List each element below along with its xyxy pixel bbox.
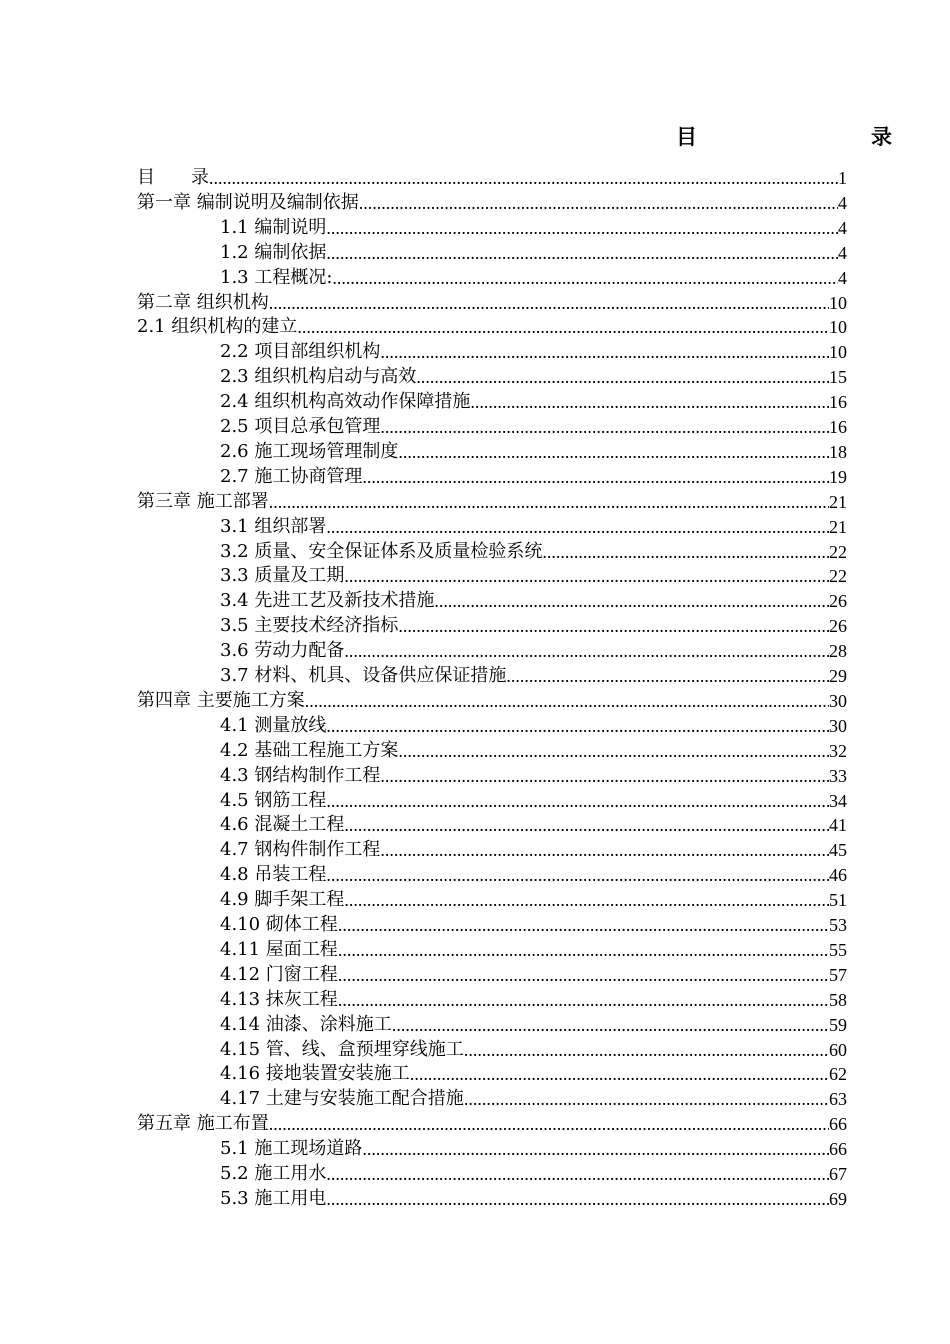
toc-dot-leader — [338, 914, 829, 936]
toc-page-number: 1 — [838, 168, 847, 188]
toc-page-number: 10 — [829, 342, 847, 363]
toc-dot-leader — [338, 964, 829, 986]
toc-entry-label: 4.14 油漆、涂料施工 — [220, 1013, 392, 1035]
toc-page-number: 4 — [838, 242, 847, 263]
toc-page-number: 26 — [829, 616, 847, 637]
toc-dot-leader — [506, 665, 829, 687]
toc-entry-label: 4.9 脚手架工程 — [220, 889, 345, 911]
toc-entry-label: 1.2 编制依据 — [220, 241, 327, 263]
toc-page-number: 51 — [829, 890, 847, 911]
toc-page-number: 15 — [829, 367, 847, 388]
toc-entry-label: 5.3 施工用电 — [220, 1187, 327, 1209]
toc-entry-label: 2.7 施工协商管理 — [220, 465, 363, 487]
toc-dot-leader — [398, 740, 829, 762]
toc-page-number: 53 — [829, 915, 847, 935]
toc-chapter-entry[interactable] — [137, 313, 847, 338]
toc-page-number: 63 — [829, 1089, 847, 1110]
toc-dot-leader — [380, 416, 829, 438]
toc-page-number: 21 — [829, 491, 847, 512]
toc-section-entry[interactable] — [220, 811, 847, 836]
toc-page-number: 22 — [829, 541, 847, 562]
toc-page-number: 58 — [829, 989, 847, 1010]
toc-section-entry[interactable] — [220, 936, 847, 961]
toc-section-entry[interactable] — [220, 1160, 847, 1185]
toc-entry-label: 3.3 质量及工期 — [220, 565, 345, 587]
toc-section-entry[interactable] — [220, 1085, 847, 1110]
toc-page-number: 62 — [829, 1064, 847, 1085]
toc-entry-label: 2.6 施工现场管理制度 — [220, 440, 399, 462]
toc-entry-label: 第四章 主要施工方案 — [137, 689, 305, 711]
toc-section-entry[interactable] — [220, 388, 847, 413]
toc-entry-label: 2.2 项目部组织机构 — [220, 341, 381, 363]
toc-entry-label: 目 录 — [137, 167, 209, 188]
toc-page-number: 10 — [829, 317, 847, 338]
toc-entry-label: 3.4 先进工艺及新技术措施 — [220, 590, 435, 612]
toc-page-number: 57 — [829, 964, 847, 985]
toc-entry-label: 2.3 组织机构启动与高效 — [220, 366, 417, 388]
toc-section-entry[interactable] — [220, 338, 847, 363]
toc-dot-leader — [470, 391, 829, 413]
toc-page-number: 4 — [838, 267, 847, 288]
toc-title: 目 录 — [676, 125, 936, 149]
toc-section-entry[interactable] — [220, 1036, 847, 1061]
toc-entry-label: 4.7 钢构件制作工程 — [220, 839, 381, 861]
toc-entry-label: 4.1 测量放线 — [220, 714, 327, 736]
toc-entry-label: 4.16 接地装置安装施工 — [220, 1063, 410, 1085]
toc-page-number: 26 — [829, 591, 847, 612]
toc-section-entry[interactable] — [220, 513, 847, 538]
toc-page-number: 66 — [829, 1139, 847, 1160]
toc-entry-label: 3.5 主要技术经济指标 — [220, 615, 399, 637]
toc-dot-leader — [392, 1014, 829, 1036]
toc-entry-label: 第三章 施工部署 — [137, 490, 269, 512]
toc-dot-leader — [542, 541, 829, 563]
toc-section-entry[interactable] — [220, 961, 847, 986]
toc-dot-leader — [362, 1138, 829, 1160]
toc-entry-label: 3.1 组织部署 — [220, 515, 327, 537]
toc-chapter-entry[interactable] — [137, 189, 847, 214]
toc-page-number: 34 — [829, 790, 847, 811]
toc-page-number: 33 — [829, 765, 847, 786]
toc-entry-label: 4.11 屋面工程 — [220, 938, 338, 960]
toc-page-number: 60 — [829, 1039, 847, 1060]
toc-dot-leader — [297, 316, 829, 338]
toc-page-number: 69 — [829, 1188, 847, 1209]
toc-entry-label: 2.1 组织机构的建立 — [137, 316, 298, 338]
toc-dot-leader — [305, 690, 829, 712]
toc-dot-leader — [380, 341, 829, 363]
toc-page-number: 4 — [838, 192, 847, 213]
toc-section-entry[interactable] — [220, 1060, 847, 1085]
toc-entry-label: 4.6 混凝土工程 — [220, 814, 345, 836]
toc-dot-leader — [326, 217, 838, 239]
toc-section-entry[interactable] — [220, 239, 847, 264]
toc-dot-leader — [269, 491, 829, 513]
toc-dot-leader — [380, 765, 829, 787]
toc-page-number: 67 — [829, 1164, 847, 1184]
toc-entry-label: 5.2 施工用水 — [220, 1163, 327, 1184]
toc-chapter-entry[interactable] — [137, 1110, 847, 1135]
toc-section-entry[interactable] — [220, 463, 847, 488]
toc-section-entry[interactable] — [220, 737, 847, 762]
toc-section-entry[interactable] — [220, 562, 847, 587]
toc-entry-label: 5.1 施工现场道路 — [220, 1138, 363, 1160]
toc-dot-leader — [338, 939, 829, 961]
toc-section-entry[interactable] — [220, 911, 847, 936]
toc-entry-label: 4.5 钢筋工程 — [220, 789, 327, 811]
toc-section-entry[interactable] — [220, 413, 847, 438]
toc-page-number: 66 — [829, 1114, 847, 1135]
toc-page-number: 16 — [829, 417, 847, 437]
toc-section-entry[interactable] — [220, 1135, 847, 1160]
toc-section-entry[interactable] — [220, 612, 847, 637]
toc-section-entry[interactable] — [220, 1185, 847, 1210]
toc-dot-leader — [269, 1113, 829, 1135]
toc-section-entry[interactable] — [220, 662, 847, 687]
toc-page-number: 32 — [829, 740, 847, 761]
toc-dot-leader — [398, 441, 829, 463]
toc-dot-leader — [326, 715, 829, 737]
toc-entry-label: 第五章 施工布置 — [137, 1113, 269, 1135]
toc-entry-label: 3.7 材料、机具、设备供应保证措施 — [220, 665, 507, 686]
toc-chapter-entry[interactable] — [137, 289, 847, 314]
toc-entry-label: 2.4 组织机构高效动作保障措施 — [220, 391, 471, 413]
toc-chapter-entry[interactable] — [137, 687, 847, 712]
toc-dot-leader — [344, 814, 829, 836]
toc-dot-leader — [344, 565, 829, 587]
toc-entry-label: 1.1 编制说明 — [220, 216, 327, 238]
toc-dot-leader — [434, 590, 829, 612]
toc-page-number: 21 — [829, 516, 847, 537]
toc-section-entry[interactable] — [220, 762, 847, 787]
toc-dot-leader — [359, 192, 838, 214]
toc-entry-label: 4.13 抹灰工程 — [220, 988, 338, 1010]
toc-dot-leader — [380, 839, 829, 861]
toc-entry-label: 4.3 钢结构制作工程 — [220, 764, 381, 786]
toc-page-number: 45 — [829, 840, 847, 861]
toc-page-number: 28 — [829, 641, 847, 662]
toc-page-number: 30 — [829, 715, 847, 736]
toc-section-entry[interactable] — [220, 264, 847, 289]
toc-page-number: 29 — [829, 666, 847, 686]
toc-section-entry[interactable] — [220, 1011, 847, 1036]
toc-entry-label: 3.6 劳动力配备 — [220, 640, 345, 662]
toc-dot-leader — [326, 516, 829, 538]
toc-dot-leader — [464, 1088, 829, 1110]
toc-entry-label: 4.8 吊装工程 — [220, 864, 327, 886]
toc-dot-leader — [269, 292, 829, 314]
toc-entry-label: 第一章 编制说明及编制依据 — [137, 191, 359, 213]
toc-entry-label: 4.10 砌体工程 — [220, 914, 338, 935]
toc-section-entry[interactable] — [220, 637, 847, 662]
toc-page-number: 19 — [829, 466, 847, 487]
toc-section-entry[interactable] — [220, 712, 847, 737]
toc-entry-label: 第二章 组织机构 — [137, 291, 269, 313]
toc-section-entry[interactable] — [220, 538, 847, 563]
toc-entry-label: 1.3 工程概况: — [220, 266, 333, 288]
toc-entry-label: 4.17 土建与安装施工配合措施 — [220, 1088, 464, 1110]
toc-page-number: 10 — [829, 292, 847, 313]
toc-dot-leader — [326, 1163, 829, 1185]
toc-page-number: 30 — [829, 690, 847, 711]
toc-dot-leader — [362, 466, 829, 488]
toc-dot-leader — [332, 267, 838, 289]
toc-dot-leader — [398, 615, 829, 637]
toc-dot-leader — [410, 1063, 829, 1085]
toc-entry-label: 2.5 项目总承包管理 — [220, 416, 381, 437]
toc-dot-leader — [326, 242, 838, 264]
toc-section-entry[interactable] — [220, 886, 847, 911]
toc-dot-leader — [338, 989, 829, 1011]
toc-section-entry[interactable] — [220, 986, 847, 1011]
toc-section-entry[interactable] — [220, 861, 847, 886]
toc-section-entry[interactable] — [220, 836, 847, 861]
toc-page-number: 22 — [829, 566, 847, 587]
toc-entry-label: 4.2 基础工程施工方案 — [220, 739, 399, 761]
toc-dot-leader — [326, 790, 829, 812]
toc-dot-leader — [344, 889, 829, 911]
toc-chapter-entry[interactable] — [137, 164, 847, 189]
toc-page-number: 41 — [829, 815, 847, 836]
toc-section-entry[interactable] — [220, 438, 847, 463]
toc-page-number: 55 — [829, 939, 847, 960]
toc-entry-label: 3.2 质量、安全保证体系及质量检验系统 — [220, 540, 543, 562]
toc-section-entry[interactable] — [220, 587, 847, 612]
toc-entry-label: 4.15 管、线、盒预埋穿线施工 — [220, 1038, 464, 1060]
toc-dot-leader — [344, 640, 829, 662]
toc-dot-leader — [326, 1188, 829, 1210]
toc-section-entry[interactable] — [220, 363, 847, 388]
toc-page-number: 4 — [838, 217, 847, 238]
toc-dot-leader — [326, 864, 829, 886]
toc-page-number: 18 — [829, 441, 847, 462]
toc-dot-leader — [464, 1039, 829, 1061]
toc-entry-label: 4.12 门窗工程 — [220, 963, 338, 985]
toc-page-number: 59 — [829, 1014, 847, 1035]
toc-dot-leader — [209, 167, 838, 189]
toc-page-number: 46 — [829, 865, 847, 886]
toc-dot-leader — [416, 366, 829, 388]
toc-section-entry[interactable] — [220, 787, 847, 812]
toc-page-number: 16 — [829, 392, 847, 413]
toc-section-entry[interactable] — [220, 214, 847, 239]
toc-chapter-entry[interactable] — [137, 488, 847, 513]
